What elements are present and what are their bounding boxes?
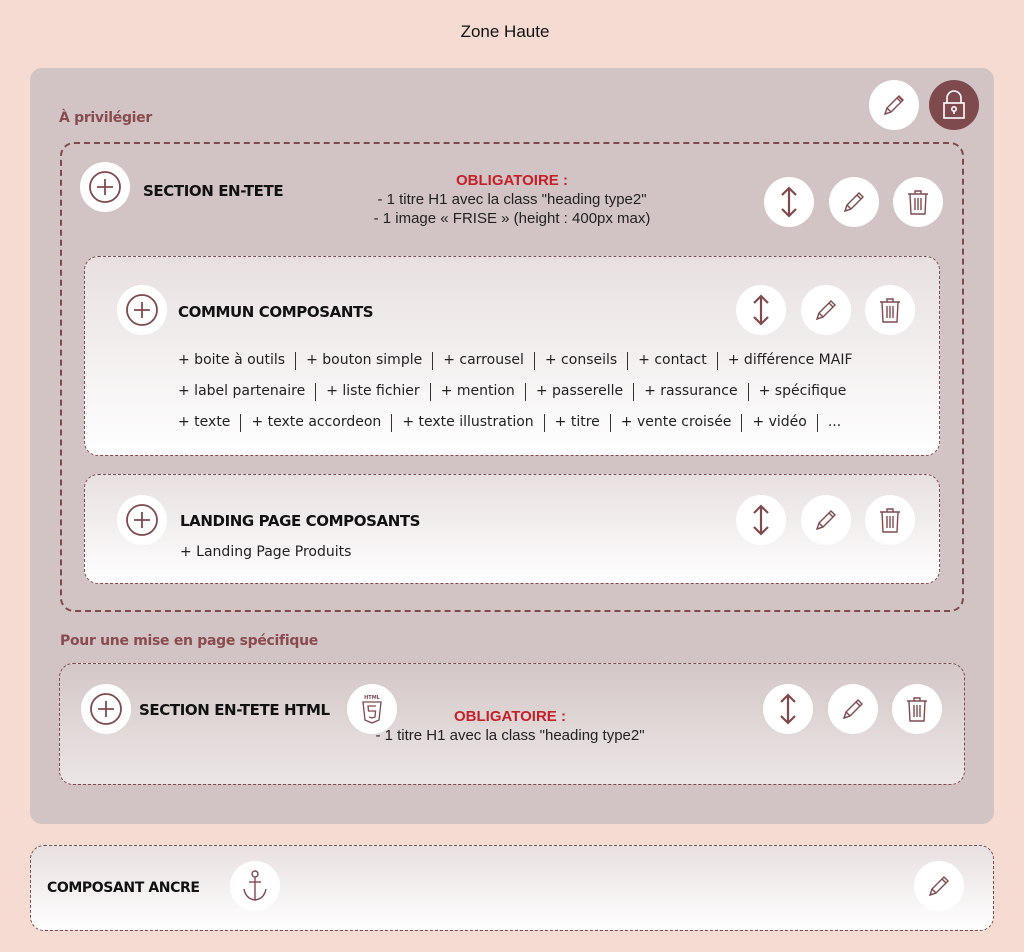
commun-composants-title: COMMUN COMPOSANTS bbox=[178, 303, 374, 321]
component-chip[interactable]: + label partenaire bbox=[178, 383, 306, 399]
move-commun-button[interactable] bbox=[736, 285, 786, 335]
move-vertical-icon bbox=[775, 692, 801, 726]
component-chip[interactable]: + spécifique bbox=[758, 383, 847, 399]
edit-anchor-button[interactable] bbox=[914, 861, 964, 911]
move-section-entete-button[interactable] bbox=[764, 177, 814, 227]
edit-section-entete-button[interactable] bbox=[829, 177, 879, 227]
component-chip[interactable]: + boite à outils bbox=[178, 352, 286, 368]
divider bbox=[544, 414, 545, 432]
trash-icon bbox=[905, 187, 931, 217]
required-title: OBLIGATOIRE : bbox=[454, 708, 566, 725]
delete-section-html-button[interactable] bbox=[892, 684, 942, 734]
move-section-html-button[interactable] bbox=[763, 684, 813, 734]
required-line: - 1 titre H1 avec la class "heading type2" bbox=[375, 727, 645, 744]
component-chip[interactable]: + bouton simple bbox=[306, 352, 423, 368]
edit-landing-button[interactable] bbox=[801, 495, 851, 545]
component-chip[interactable]: + carrousel bbox=[443, 352, 524, 368]
edit-section-html-button[interactable] bbox=[828, 684, 878, 734]
add-commun-composants-button[interactable] bbox=[117, 285, 167, 335]
component-chip[interactable]: + Landing Page Produits bbox=[180, 544, 352, 560]
plus-circle-icon bbox=[125, 293, 159, 327]
component-chip[interactable]: + différence MAIF bbox=[727, 352, 853, 368]
component-chip[interactable]: + mention bbox=[440, 383, 515, 399]
move-vertical-icon bbox=[748, 293, 774, 327]
component-chip[interactable]: + texte accordeon bbox=[251, 414, 382, 430]
add-landing-composants-button[interactable] bbox=[117, 495, 167, 545]
move-vertical-icon bbox=[776, 185, 802, 219]
specific-label: Pour une mise en page spécifique bbox=[60, 633, 318, 649]
component-chip[interactable]: + passerelle bbox=[535, 383, 624, 399]
divider bbox=[295, 352, 296, 370]
divider bbox=[391, 414, 392, 432]
required-line: - 1 titre H1 avec la class "heading type2" bbox=[377, 191, 647, 208]
pencil-icon bbox=[812, 506, 840, 534]
section-html-requirements bbox=[330, 707, 690, 745]
component-chip[interactable]: + vente croisée bbox=[620, 414, 732, 430]
pencil-icon bbox=[840, 188, 868, 216]
component-chip[interactable]: + contact bbox=[638, 352, 707, 368]
divider bbox=[610, 414, 611, 432]
section-entete-title: SECTION EN-TETE bbox=[143, 182, 284, 200]
anchor-title: COMPOSANT ANCRE bbox=[47, 880, 200, 896]
divider bbox=[430, 383, 431, 401]
anchor-icon bbox=[240, 869, 270, 903]
zone-title: Zone Haute bbox=[460, 22, 550, 41]
move-vertical-icon bbox=[748, 503, 774, 537]
anchor-badge bbox=[230, 861, 280, 911]
divider bbox=[817, 414, 818, 432]
add-section-html-button[interactable] bbox=[81, 684, 131, 734]
pencil-icon bbox=[880, 91, 908, 119]
plus-circle-icon bbox=[88, 170, 122, 204]
chip-row bbox=[178, 376, 853, 407]
pencil-icon bbox=[839, 695, 867, 723]
main-zone bbox=[30, 68, 994, 824]
commun-composants-block bbox=[84, 256, 940, 456]
add-section-entete-button[interactable] bbox=[80, 162, 130, 212]
zone-edit-button[interactable] bbox=[869, 80, 919, 130]
section-html-title: SECTION EN-TETE HTML bbox=[139, 701, 330, 719]
zone-lock-button[interactable] bbox=[929, 80, 979, 130]
divider bbox=[717, 352, 718, 370]
delete-section-entete-button[interactable] bbox=[893, 177, 943, 227]
component-chip[interactable]: + rassurance bbox=[644, 383, 738, 399]
divider bbox=[525, 383, 526, 401]
trash-icon bbox=[877, 505, 903, 535]
more-components[interactable]: ... bbox=[827, 414, 842, 430]
component-chip[interactable]: + titre bbox=[554, 414, 600, 430]
delete-landing-button[interactable] bbox=[865, 495, 915, 545]
component-chip[interactable]: + texte bbox=[178, 414, 231, 430]
preferred-label: À privilégier bbox=[59, 110, 152, 126]
component-chip[interactable]: + conseils bbox=[544, 352, 618, 368]
section-entete-requirements bbox=[332, 171, 692, 228]
required-line: - 1 image « FRISE » (height : 400px max) bbox=[373, 210, 651, 227]
chip-row bbox=[178, 345, 853, 376]
landing-composants-block bbox=[84, 474, 940, 584]
edit-commun-button[interactable] bbox=[801, 285, 851, 335]
trash-icon bbox=[904, 694, 930, 724]
section-entete-html bbox=[59, 663, 965, 785]
composant-ancre bbox=[30, 845, 994, 931]
delete-commun-button[interactable] bbox=[865, 285, 915, 335]
commun-composants-list bbox=[178, 345, 853, 438]
component-chip[interactable]: + liste fichier bbox=[326, 383, 420, 399]
lock-icon bbox=[939, 89, 969, 121]
trash-icon bbox=[877, 295, 903, 325]
divider bbox=[240, 414, 241, 432]
move-landing-button[interactable] bbox=[736, 495, 786, 545]
divider bbox=[633, 383, 634, 401]
divider bbox=[315, 383, 316, 401]
svg-text:HTML: HTML bbox=[364, 695, 380, 701]
chip-row bbox=[178, 407, 853, 438]
divider bbox=[741, 414, 742, 432]
divider bbox=[748, 383, 749, 401]
divider bbox=[627, 352, 628, 370]
landing-composants-list bbox=[180, 542, 351, 562]
section-entete bbox=[60, 142, 964, 612]
divider bbox=[534, 352, 535, 370]
required-title: OBLIGATOIRE : bbox=[456, 172, 568, 189]
component-chip[interactable]: + texte illustration bbox=[402, 414, 534, 430]
pencil-icon bbox=[925, 872, 953, 900]
landing-composants-title: LANDING PAGE COMPOSANTS bbox=[180, 512, 421, 530]
component-chip[interactable]: + vidéo bbox=[752, 414, 807, 430]
plus-circle-icon bbox=[125, 503, 159, 537]
plus-circle-icon bbox=[89, 692, 123, 726]
pencil-icon bbox=[812, 296, 840, 324]
divider bbox=[432, 352, 433, 370]
